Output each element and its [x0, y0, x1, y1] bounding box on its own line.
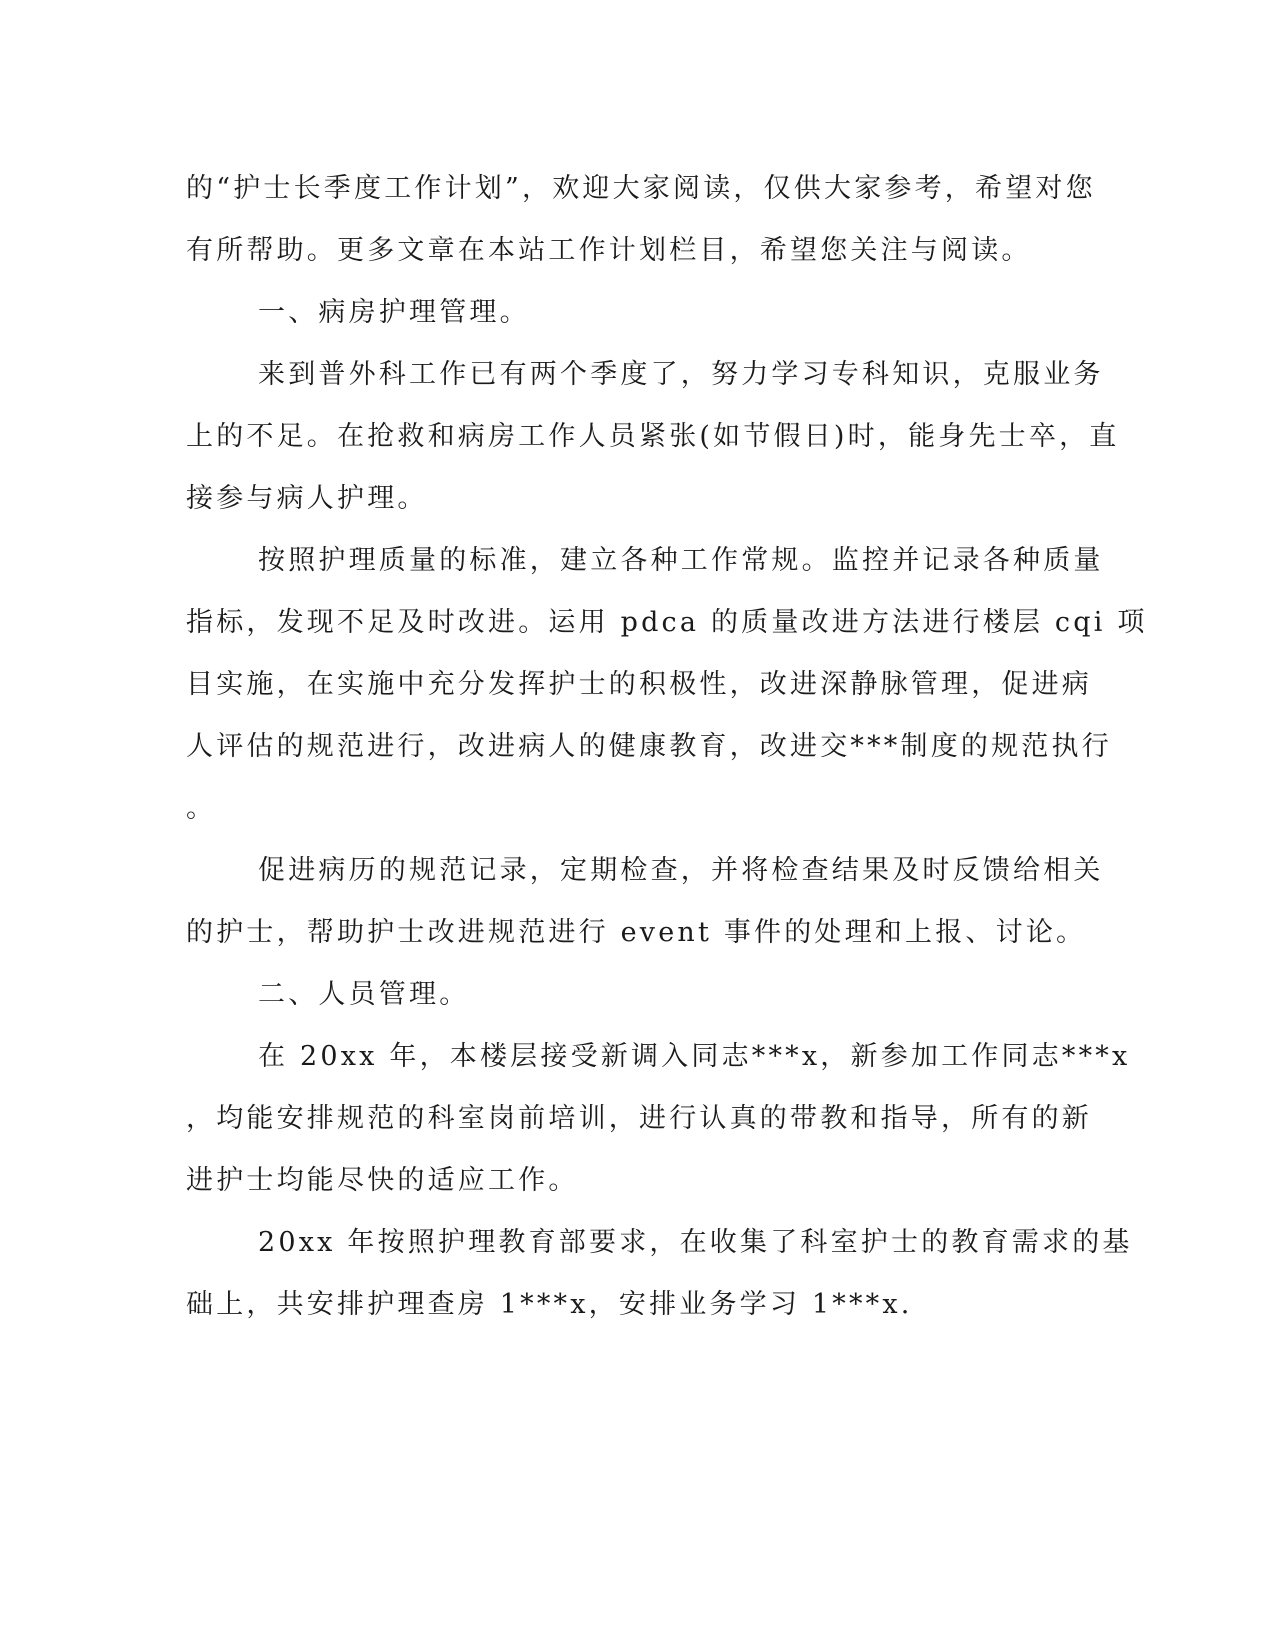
text-line: 促进病历的规范记录，定期检查，并将检查结果及时反馈给相关	[258, 855, 1104, 886]
text-line: 有所帮助。更多文章在本站工作计划栏目，希望您关注与阅读。	[186, 235, 1032, 266]
text-line: 在 20xx 年，本楼层接受新调入同志***x，新参加工作同志***x	[258, 1041, 1131, 1072]
section-heading: 二、人员管理。	[258, 979, 470, 1010]
text-line: 人评估的规范进行，改进病人的健康教育，改进交***制度的规范执行	[186, 731, 1112, 762]
text-line: 按照护理质量的标准，建立各种工作常规。监控并记录各种质量	[258, 545, 1104, 576]
text-line: 指标，发现不足及时改进。运用 pdca 的质量改进方法进行楼层 cqi 项	[186, 607, 1148, 638]
text-line: 20xx 年按照护理教育部要求，在收集了科室护士的教育需求的基	[258, 1227, 1133, 1258]
section-heading: 一、病房护理管理。	[258, 297, 530, 328]
text-line: 的护士，帮助护士改进规范进行 event 事件的处理和上报、讨论。	[186, 917, 1087, 948]
document-body	[186, 158, 1148, 1336]
text-line: 进护士均能尽快的适应工作。	[186, 1165, 579, 1196]
text-line: 目实施，在实施中充分发挥护士的积极性，改进深静脉管理，促进病	[186, 669, 1092, 700]
text-line: 。	[186, 793, 217, 824]
text-line: 的“护士长季度工作计划”，欢迎大家阅读，仅供大家参考，希望对您	[186, 173, 1096, 204]
text-line: ，均能安排规范的科室岗前培训，进行认真的带教和指导，所有的新	[186, 1103, 1092, 1134]
text-line: 来到普外科工作已有两个季度了，努力学习专科知识，克服业务	[258, 359, 1104, 390]
text-line: 接参与病人护理。	[186, 483, 428, 514]
text-line: 上的不足。在抢救和病房工作人员紧张(如节假日)时，能身先士卒，直	[186, 421, 1120, 452]
text-line: 础上，共安排护理查房 1***x，安排业务学习 1***x.	[186, 1289, 913, 1320]
